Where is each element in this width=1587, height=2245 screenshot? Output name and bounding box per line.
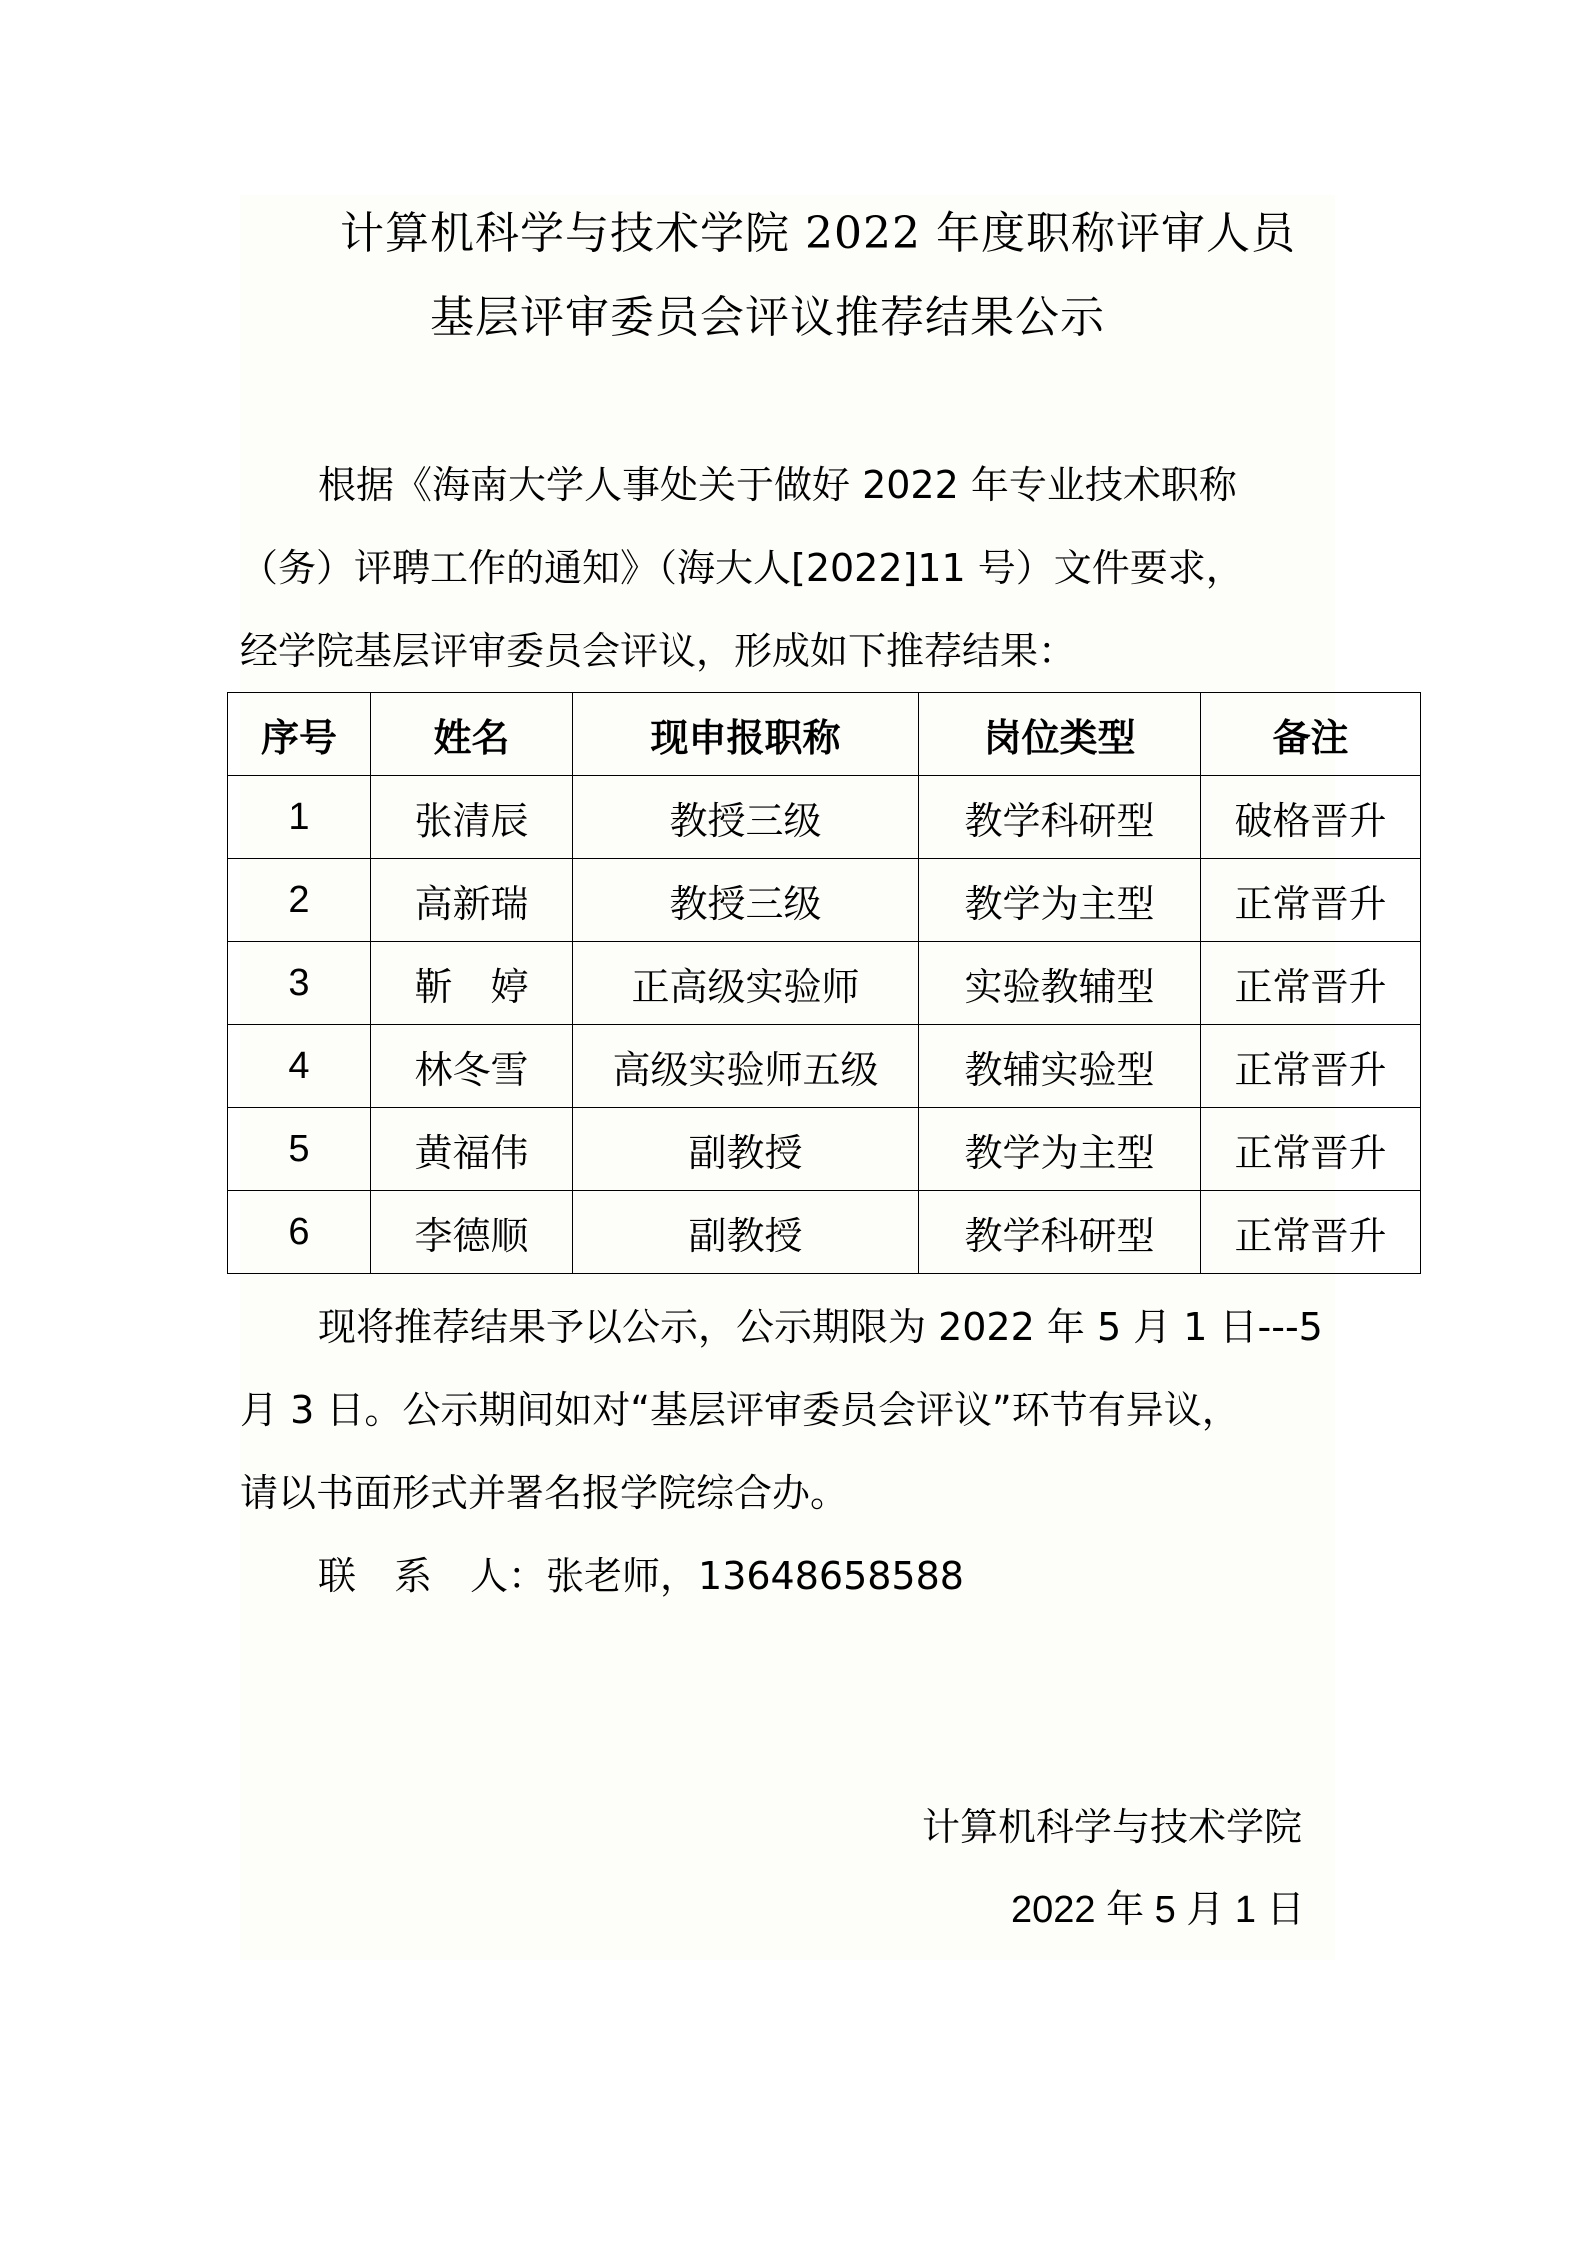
cell-remark: 正常晋升 <box>1201 1025 1421 1108</box>
cell-title: 正高级实验师 <box>573 942 919 1025</box>
header-title: 现申报职称 <box>573 693 919 776</box>
signature-date: 2022 年 5 月 1 日 <box>1011 1889 1305 1931</box>
cell-index: 2 <box>228 859 371 942</box>
table-row <box>228 942 1421 1025</box>
cell-title: 副教授 <box>573 1191 919 1274</box>
notice-line-1: 现将推荐结果予以公示，公示期限为 2022 年 5 月 1 日---5 <box>318 1305 1323 1349</box>
cell-remark: 破格晋升 <box>1201 776 1421 859</box>
cell-post-type: 教学为主型 <box>919 859 1201 942</box>
header-post-type: 岗位类型 <box>919 693 1201 776</box>
cell-name: 林冬雪 <box>371 1025 573 1108</box>
table-header-row <box>228 693 1421 776</box>
contact-line <box>318 1551 964 1601</box>
cell-name: 李德顺 <box>371 1191 573 1274</box>
intro-line-3: 经学院基层评审委员会评议，形成如下推荐结果： <box>240 629 1077 673</box>
notice-line-3: 请以书面形式并署名报学院综合办。 <box>240 1471 849 1515</box>
results-table <box>227 692 1421 1274</box>
table-row <box>228 859 1421 942</box>
cell-name: 黄福伟 <box>371 1108 573 1191</box>
table-row <box>228 1191 1421 1274</box>
document-title-line-1: 计算机科学与技术学院 2022 年度职称评审人员 <box>340 208 1296 259</box>
cell-post-type: 教学为主型 <box>919 1108 1201 1191</box>
table-row <box>228 1108 1421 1191</box>
cell-name: 张清辰 <box>371 776 573 859</box>
contact-value: 张老师，13648658588 <box>546 1554 964 1598</box>
cell-title: 教授三级 <box>573 776 919 859</box>
cell-remark: 正常晋升 <box>1201 942 1421 1025</box>
cell-index: 3 <box>228 942 371 1025</box>
contact-label: 联 系 人： <box>318 1554 547 1598</box>
cell-index: 5 <box>228 1108 371 1191</box>
table-row <box>228 776 1421 859</box>
table-row <box>228 1025 1421 1108</box>
cell-remark: 正常晋升 <box>1201 1108 1421 1191</box>
signature-org: 计算机科学与技术学院 <box>922 1805 1303 1849</box>
header-index: 序号 <box>228 693 371 776</box>
cell-post-type: 教学科研型 <box>919 776 1201 859</box>
cell-remark: 正常晋升 <box>1201 859 1421 942</box>
cell-name: 高新瑞 <box>371 859 573 942</box>
header-remark: 备注 <box>1201 693 1421 776</box>
intro-line-1: 根据《海南大学人事处关于做好 2022 年专业技术职称 <box>318 463 1237 507</box>
cell-title: 副教授 <box>573 1108 919 1191</box>
cell-post-type: 实验教辅型 <box>919 942 1201 1025</box>
cell-index: 1 <box>228 776 371 859</box>
cell-remark: 正常晋升 <box>1201 1191 1421 1274</box>
cell-post-type: 教辅实验型 <box>919 1025 1201 1108</box>
intro-line-2: （务）评聘工作的通知》（海大人[2022]11 号）文件要求， <box>240 546 1244 590</box>
cell-post-type: 教学科研型 <box>919 1191 1201 1274</box>
header-name: 姓名 <box>371 693 573 776</box>
cell-title: 教授三级 <box>573 859 919 942</box>
document-title-line-2: 基层评审委员会评议推荐结果公示 <box>430 292 1105 343</box>
cell-index: 6 <box>228 1191 371 1274</box>
cell-index: 4 <box>228 1025 371 1108</box>
cell-title: 高级实验师五级 <box>573 1025 919 1108</box>
cell-name: 靳 婷 <box>371 942 573 1025</box>
notice-line-2: 月 3 日。公示期间如对“基层评审委员会评议”环节有异议， <box>240 1388 1240 1432</box>
